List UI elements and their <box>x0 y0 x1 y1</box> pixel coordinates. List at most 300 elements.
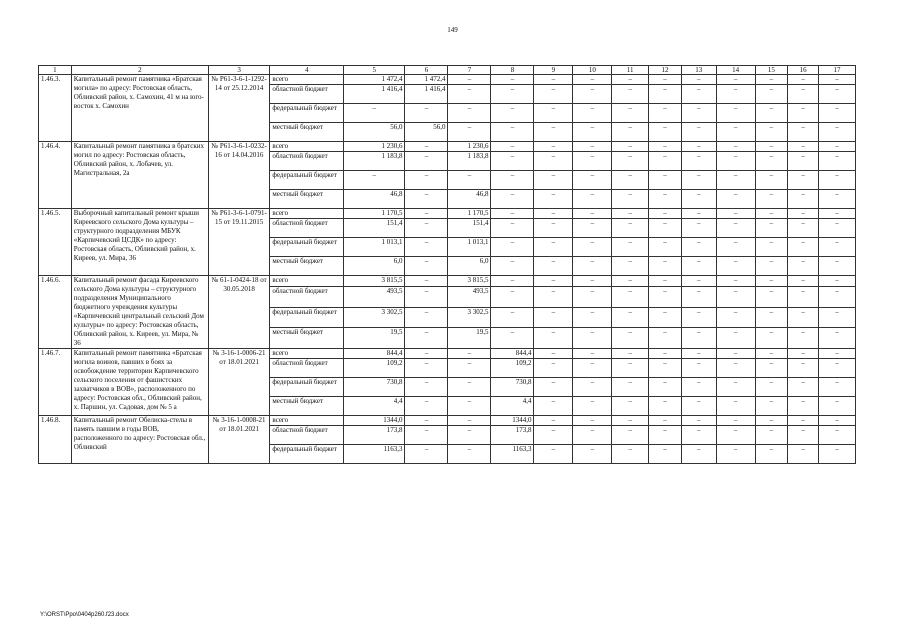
empty-value-cell: – <box>716 75 755 85</box>
value-cell-c7: – <box>448 397 491 416</box>
empty-value-cell: – <box>534 359 573 378</box>
value-cell-c6: 1 472,4 <box>405 75 448 85</box>
value-cell-c8: 173,8 <box>491 426 534 445</box>
empty-value-cell: – <box>534 416 573 426</box>
empty-value-cell: – <box>788 359 819 378</box>
header-row <box>39 66 856 75</box>
empty-value-cell: – <box>716 171 755 190</box>
empty-value-cell: – <box>716 445 755 464</box>
empty-value-cell: – <box>649 257 682 276</box>
funding-source: федеральный бюджет <box>270 378 344 397</box>
empty-value-cell: – <box>788 190 819 209</box>
empty-value-cell: – <box>534 238 573 257</box>
empty-value-cell: – <box>649 426 682 445</box>
value-cell-c5: 730,8 <box>344 378 405 397</box>
page-number: 149 <box>447 26 458 34</box>
empty-value-cell: – <box>681 445 716 464</box>
empty-value-cell: – <box>534 286 573 307</box>
empty-value-cell: – <box>819 209 856 219</box>
empty-value-cell: – <box>612 416 649 426</box>
funding-table <box>38 65 856 464</box>
value-cell-c5: 493,5 <box>344 286 405 307</box>
empty-value-cell: – <box>573 378 612 397</box>
empty-value-cell: – <box>681 426 716 445</box>
value-cell-c7: – <box>448 349 491 359</box>
funding-source: местный бюджет <box>270 397 344 416</box>
empty-value-cell: – <box>755 238 788 257</box>
value-cell-c5: 1344,0 <box>344 416 405 426</box>
empty-value-cell: – <box>788 257 819 276</box>
value-cell-c6: – <box>405 171 448 190</box>
empty-value-cell: – <box>819 276 856 287</box>
funding-source: федеральный бюджет <box>270 171 344 190</box>
table-row <box>39 349 856 359</box>
funding-source: всего <box>270 349 344 359</box>
empty-value-cell: – <box>819 104 856 123</box>
empty-value-cell: – <box>573 152 612 171</box>
value-cell-c8: 730,8 <box>491 378 534 397</box>
empty-value-cell: – <box>788 75 819 85</box>
funding-source: всего <box>270 416 344 426</box>
file-path-footer: Y:\ORST\Ppo\0404p260.f23.docx <box>40 612 129 618</box>
empty-value-cell: – <box>573 257 612 276</box>
empty-value-cell: – <box>534 123 573 142</box>
empty-value-cell: – <box>573 219 612 238</box>
empty-value-cell: – <box>573 190 612 209</box>
value-cell-c6: – <box>405 416 448 426</box>
item-description: Капитальный ремонт фасада Киреевского сельского Дома культуры – структурного подразделения Муниципального бюджетного учреждения культуры «Карпичевский центральный сельский Дом культуры» по адресу: Ростовская область, Обливский район, х. Киреев, ул. Мира, № 36 <box>71 276 208 349</box>
item-number: 1.46.3. <box>39 75 72 142</box>
empty-value-cell: – <box>788 349 819 359</box>
empty-value-cell: – <box>681 190 716 209</box>
value-cell-c5: – <box>344 171 405 190</box>
value-cell-c8: – <box>491 85 534 104</box>
value-cell-c7: 151,4 <box>448 219 491 238</box>
value-cell-c5: 151,4 <box>344 219 405 238</box>
empty-value-cell: – <box>819 123 856 142</box>
empty-value-cell: – <box>788 238 819 257</box>
empty-value-cell: – <box>534 307 573 328</box>
empty-value-cell: – <box>755 286 788 307</box>
empty-value-cell: – <box>788 286 819 307</box>
column-header-7: 7 <box>448 66 491 75</box>
empty-value-cell: – <box>755 209 788 219</box>
empty-value-cell: – <box>534 171 573 190</box>
document-reference: № Р61-3-6-1-1292-14 от 25.12.2014 <box>208 75 269 142</box>
empty-value-cell: – <box>681 257 716 276</box>
empty-value-cell: – <box>534 276 573 287</box>
value-cell-c8: – <box>491 276 534 287</box>
empty-value-cell: – <box>649 359 682 378</box>
empty-value-cell: – <box>573 349 612 359</box>
empty-value-cell: – <box>681 209 716 219</box>
empty-value-cell: – <box>649 238 682 257</box>
column-header-14: 14 <box>716 66 755 75</box>
empty-value-cell: – <box>612 276 649 287</box>
empty-value-cell: – <box>612 190 649 209</box>
value-cell-c8: 844,4 <box>491 349 534 359</box>
empty-value-cell: – <box>755 416 788 426</box>
value-cell-c6: 1 416,4 <box>405 85 448 104</box>
empty-value-cell: – <box>788 209 819 219</box>
value-cell-c7: 19,5 <box>448 328 491 349</box>
empty-value-cell: – <box>534 257 573 276</box>
item-description: Капитальный ремонт памятника в братских могил по адресу: Ростовская область, Обливский район, х. Лобачев, ул. Магистральная, 2а <box>71 142 208 209</box>
value-cell-c7: 1 183,8 <box>448 152 491 171</box>
value-cell-c7: – <box>448 445 491 464</box>
empty-value-cell: – <box>534 328 573 349</box>
value-cell-c5: 844,4 <box>344 349 405 359</box>
funding-source: областной бюджет <box>270 152 344 171</box>
funding-source: всего <box>270 276 344 287</box>
empty-value-cell: – <box>612 152 649 171</box>
empty-value-cell: – <box>681 85 716 104</box>
empty-value-cell: – <box>755 257 788 276</box>
empty-value-cell: – <box>573 328 612 349</box>
empty-value-cell: – <box>755 378 788 397</box>
empty-value-cell: – <box>755 85 788 104</box>
value-cell-c8: 109,2 <box>491 359 534 378</box>
empty-value-cell: – <box>573 445 612 464</box>
document-reference: № 3-16-1-0006-21 от 18.01.2021 <box>208 349 269 416</box>
empty-value-cell: – <box>788 416 819 426</box>
funding-source: всего <box>270 75 344 85</box>
empty-value-cell: – <box>716 286 755 307</box>
empty-value-cell: – <box>755 190 788 209</box>
item-number: 1.46.8. <box>39 416 72 464</box>
empty-value-cell: – <box>649 190 682 209</box>
value-cell-c7: – <box>448 171 491 190</box>
empty-value-cell: – <box>819 397 856 416</box>
empty-value-cell: – <box>755 152 788 171</box>
empty-value-cell: – <box>612 123 649 142</box>
value-cell-c5: – <box>344 104 405 123</box>
value-cell-c8: – <box>491 219 534 238</box>
value-cell-c7: – <box>448 104 491 123</box>
value-cell-c7: 1 170,5 <box>448 209 491 219</box>
empty-value-cell: – <box>649 123 682 142</box>
value-cell-c8: – <box>491 190 534 209</box>
table-row <box>39 142 856 152</box>
empty-value-cell: – <box>649 416 682 426</box>
empty-value-cell: – <box>716 416 755 426</box>
value-cell-c5: 1 230,6 <box>344 142 405 152</box>
document-reference: № 61-1-0424-18 от 30.05.2018 <box>208 276 269 349</box>
value-cell-c8: – <box>491 238 534 257</box>
empty-value-cell: – <box>788 426 819 445</box>
empty-value-cell: – <box>716 426 755 445</box>
empty-value-cell: – <box>649 397 682 416</box>
funding-source: федеральный бюджет <box>270 307 344 328</box>
empty-value-cell: – <box>534 209 573 219</box>
empty-value-cell: – <box>534 219 573 238</box>
table-row <box>39 209 856 219</box>
empty-value-cell: – <box>649 75 682 85</box>
empty-value-cell: – <box>573 276 612 287</box>
empty-value-cell: – <box>612 257 649 276</box>
empty-value-cell: – <box>788 171 819 190</box>
empty-value-cell: – <box>649 276 682 287</box>
value-cell-c8: – <box>491 123 534 142</box>
empty-value-cell: – <box>681 378 716 397</box>
column-header-4: 4 <box>270 66 344 75</box>
empty-value-cell: – <box>755 171 788 190</box>
empty-value-cell: – <box>755 426 788 445</box>
empty-value-cell: – <box>819 307 856 328</box>
empty-value-cell: – <box>681 104 716 123</box>
value-cell-c7: 3 302,5 <box>448 307 491 328</box>
empty-value-cell: – <box>819 349 856 359</box>
empty-value-cell: – <box>573 104 612 123</box>
funding-source: областной бюджет <box>270 219 344 238</box>
empty-value-cell: – <box>788 85 819 104</box>
value-cell-c5: 1 472,4 <box>344 75 405 85</box>
funding-source: областной бюджет <box>270 359 344 378</box>
empty-value-cell: – <box>755 104 788 123</box>
value-cell-c6: – <box>405 445 448 464</box>
empty-value-cell: – <box>681 123 716 142</box>
column-header-11: 11 <box>612 66 649 75</box>
value-cell-c8: – <box>491 75 534 85</box>
column-header-3: 3 <box>208 66 269 75</box>
value-cell-c6: – <box>405 104 448 123</box>
value-cell-c7: 46,8 <box>448 190 491 209</box>
empty-value-cell: – <box>612 104 649 123</box>
empty-value-cell: – <box>649 378 682 397</box>
value-cell-c7: – <box>448 426 491 445</box>
funding-source: местный бюджет <box>270 257 344 276</box>
empty-value-cell: – <box>681 142 716 152</box>
value-cell-c5: 3 815,5 <box>344 276 405 287</box>
funding-source: областной бюджет <box>270 286 344 307</box>
item-description: Капитальный ремонт памятника «Братская могила» по адресу: Ростовская область, Обливский район, х. Самохин, 41 м на юго-восток х. Самохин <box>71 75 208 142</box>
funding-source: областной бюджет <box>270 426 344 445</box>
empty-value-cell: – <box>534 142 573 152</box>
value-cell-c6: – <box>405 378 448 397</box>
item-description: Выборочный капитальный ремонт крыши Киреевского сельского Дома культуры – структурного подразделения МБУК «Карпичевский ЦСДК» по адресу: Ростовская область, Обливский район, х. Киреев, ул. Мира, 36 <box>71 209 208 276</box>
empty-value-cell: – <box>819 257 856 276</box>
empty-value-cell: – <box>716 190 755 209</box>
empty-value-cell: – <box>788 123 819 142</box>
value-cell-c6: – <box>405 286 448 307</box>
value-cell-c5: 1 013,1 <box>344 238 405 257</box>
item-description: Капитальный ремонт Обелиска-стелы в память павшим в годы ВОВ, расположенного по адресу: Ростовская обл., Обливский <box>71 416 208 464</box>
empty-value-cell: – <box>819 85 856 104</box>
value-cell-c8: – <box>491 104 534 123</box>
empty-value-cell: – <box>681 416 716 426</box>
empty-value-cell: – <box>534 445 573 464</box>
column-header-5: 5 <box>344 66 405 75</box>
empty-value-cell: – <box>612 426 649 445</box>
value-cell-c6: – <box>405 349 448 359</box>
value-cell-c5: 6,0 <box>344 257 405 276</box>
document-reference: № Р61-3-6-1-0232-16 от 14.04.2016 <box>208 142 269 209</box>
value-cell-c6: – <box>405 426 448 445</box>
empty-value-cell: – <box>649 152 682 171</box>
empty-value-cell: – <box>649 142 682 152</box>
empty-value-cell: – <box>573 123 612 142</box>
value-cell-c7: – <box>448 416 491 426</box>
value-cell-c7: 493,5 <box>448 286 491 307</box>
empty-value-cell: – <box>649 171 682 190</box>
empty-value-cell: – <box>716 276 755 287</box>
value-cell-c5: 3 302,5 <box>344 307 405 328</box>
empty-value-cell: – <box>716 397 755 416</box>
empty-value-cell: – <box>716 104 755 123</box>
item-number: 1.46.6. <box>39 276 72 349</box>
empty-value-cell: – <box>716 307 755 328</box>
empty-value-cell: – <box>819 238 856 257</box>
value-cell-c7: 6,0 <box>448 257 491 276</box>
empty-value-cell: – <box>681 397 716 416</box>
empty-value-cell: – <box>819 171 856 190</box>
column-header-9: 9 <box>534 66 573 75</box>
empty-value-cell: – <box>716 152 755 171</box>
value-cell-c6: – <box>405 152 448 171</box>
table-row <box>39 75 856 85</box>
value-cell-c6: – <box>405 209 448 219</box>
empty-value-cell: – <box>649 349 682 359</box>
empty-value-cell: – <box>681 286 716 307</box>
item-number: 1.46.7. <box>39 349 72 416</box>
empty-value-cell: – <box>755 142 788 152</box>
empty-value-cell: – <box>681 75 716 85</box>
value-cell-c8: – <box>491 171 534 190</box>
empty-value-cell: – <box>573 307 612 328</box>
item-description: Капитальный ремонт памятника «Братская могила воинов, павших в боях за освобождение территории Карпичевского сельского поселения от фашистских захватчиков в ВОВ», расположенного по адресу: Ростовская обл., Обливский район, х. Паршин, ул. Садовая, дом № 5 а <box>71 349 208 416</box>
empty-value-cell: – <box>573 209 612 219</box>
empty-value-cell: – <box>819 190 856 209</box>
value-cell-c5: 1 170,5 <box>344 209 405 219</box>
value-cell-c8: – <box>491 209 534 219</box>
column-header-15: 15 <box>755 66 788 75</box>
empty-value-cell: – <box>681 359 716 378</box>
document-reference: № 3-16-1-0008-21 от 18.01.2021 <box>208 416 269 464</box>
empty-value-cell: – <box>649 307 682 328</box>
empty-value-cell: – <box>612 238 649 257</box>
empty-value-cell: – <box>649 104 682 123</box>
value-cell-c7: – <box>448 75 491 85</box>
empty-value-cell: – <box>716 328 755 349</box>
value-cell-c8: – <box>491 257 534 276</box>
empty-value-cell: – <box>681 152 716 171</box>
empty-value-cell: – <box>788 152 819 171</box>
value-cell-c6: 56,0 <box>405 123 448 142</box>
empty-value-cell: – <box>819 286 856 307</box>
empty-value-cell: – <box>573 85 612 104</box>
value-cell-c5: 1 183,8 <box>344 152 405 171</box>
value-cell-c6: – <box>405 190 448 209</box>
empty-value-cell: – <box>573 397 612 416</box>
empty-value-cell: – <box>755 397 788 416</box>
value-cell-c5: 4,4 <box>344 397 405 416</box>
empty-value-cell: – <box>755 276 788 287</box>
value-cell-c8: 1163,3 <box>491 445 534 464</box>
empty-value-cell: – <box>716 238 755 257</box>
value-cell-c7: 1 013,1 <box>448 238 491 257</box>
empty-value-cell: – <box>788 307 819 328</box>
value-cell-c6: – <box>405 238 448 257</box>
empty-value-cell: – <box>681 328 716 349</box>
empty-value-cell: – <box>819 445 856 464</box>
value-cell-c8: – <box>491 286 534 307</box>
value-cell-c5: 56,0 <box>344 123 405 142</box>
empty-value-cell: – <box>819 359 856 378</box>
empty-value-cell: – <box>573 426 612 445</box>
item-number: 1.46.4. <box>39 142 72 209</box>
empty-value-cell: – <box>788 142 819 152</box>
empty-value-cell: – <box>716 142 755 152</box>
column-header-12: 12 <box>649 66 682 75</box>
funding-source: местный бюджет <box>270 328 344 349</box>
column-header-16: 16 <box>788 66 819 75</box>
value-cell-c5: 1 416,4 <box>344 85 405 104</box>
funding-source: федеральный бюджет <box>270 104 344 123</box>
empty-value-cell: – <box>716 349 755 359</box>
funding-source: федеральный бюджет <box>270 238 344 257</box>
value-cell-c5: 1163,3 <box>344 445 405 464</box>
funding-source: всего <box>270 209 344 219</box>
value-cell-c8: – <box>491 328 534 349</box>
document-reference: № Р61-3-6-1-0791-15 от 19.11.2015 <box>208 209 269 276</box>
empty-value-cell: – <box>716 123 755 142</box>
empty-value-cell: – <box>612 349 649 359</box>
empty-value-cell: – <box>755 75 788 85</box>
value-cell-c7: 3 815,5 <box>448 276 491 287</box>
value-cell-c5: 19,5 <box>344 328 405 349</box>
value-cell-c5: 109,2 <box>344 359 405 378</box>
empty-value-cell: – <box>819 328 856 349</box>
empty-value-cell: – <box>612 85 649 104</box>
empty-value-cell: – <box>716 85 755 104</box>
value-cell-c7: – <box>448 359 491 378</box>
empty-value-cell: – <box>819 426 856 445</box>
empty-value-cell: – <box>681 307 716 328</box>
item-number: 1.46.5. <box>39 209 72 276</box>
funding-source: федеральный бюджет <box>270 445 344 464</box>
funding-source: всего <box>270 142 344 152</box>
value-cell-c6: – <box>405 359 448 378</box>
value-cell-c5: 173,8 <box>344 426 405 445</box>
empty-value-cell: – <box>612 142 649 152</box>
column-header-8: 8 <box>491 66 534 75</box>
empty-value-cell: – <box>716 359 755 378</box>
value-cell-c7: – <box>448 378 491 397</box>
empty-value-cell: – <box>612 359 649 378</box>
value-cell-c6: – <box>405 328 448 349</box>
empty-value-cell: – <box>819 378 856 397</box>
empty-value-cell: – <box>649 328 682 349</box>
value-cell-c6: – <box>405 257 448 276</box>
empty-value-cell: – <box>819 219 856 238</box>
value-cell-c6: – <box>405 276 448 287</box>
value-cell-c8: – <box>491 142 534 152</box>
empty-value-cell: – <box>649 286 682 307</box>
empty-value-cell: – <box>573 171 612 190</box>
empty-value-cell: – <box>573 142 612 152</box>
empty-value-cell: – <box>788 445 819 464</box>
empty-value-cell: – <box>755 359 788 378</box>
column-header-1: 1 <box>39 66 72 75</box>
empty-value-cell: – <box>612 219 649 238</box>
empty-value-cell: – <box>612 445 649 464</box>
value-cell-c8: 4,4 <box>491 397 534 416</box>
column-header-6: 6 <box>405 66 448 75</box>
empty-value-cell: – <box>681 276 716 287</box>
value-cell-c8: – <box>491 152 534 171</box>
funding-source: местный бюджет <box>270 190 344 209</box>
empty-value-cell: – <box>788 219 819 238</box>
